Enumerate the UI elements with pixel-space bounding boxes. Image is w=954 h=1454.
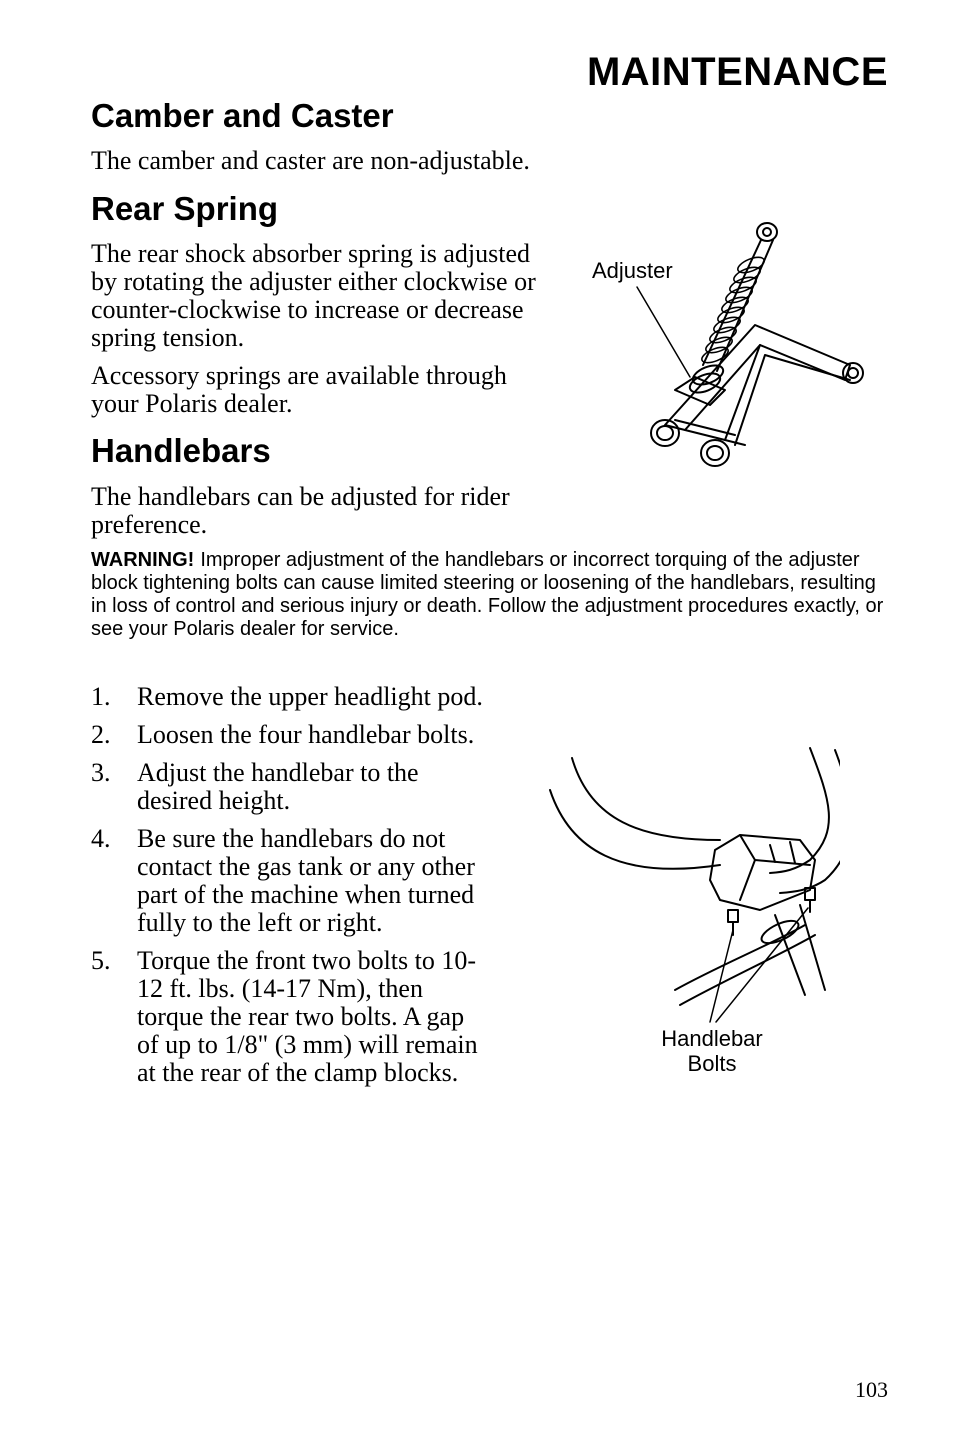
step-number: 5. [91,946,111,975]
handlebar-steps-list [91,683,491,1097]
rear-spring-paragraph-2: Accessory springs are available through your Polaris dealer. [91,361,507,418]
callout-line-2: Bolts [687,1051,737,1076]
list-item [91,825,491,937]
camber-caster-text: The camber and caster are non-adjustable. [91,146,530,175]
step-number: 3. [91,758,111,787]
rear-spring-heading: Rear Spring [91,190,279,227]
step-text: Remove the upper headlight pod. [137,682,483,711]
rear-spring-illustration [585,205,885,475]
page-number: 103 [855,1377,888,1402]
list-item [91,683,491,711]
list-item [91,947,491,1087]
handlebar-bolts-callout [640,1026,784,1076]
adjuster-callout: Adjuster [592,258,673,283]
step-text: Loosen the four handlebar bolts. [137,720,475,749]
list-item [91,721,491,749]
warning-notice [91,549,891,641]
camber-caster-heading: Camber and Caster [91,97,394,134]
warning-label: WARNING! [91,549,195,571]
step-number: 4. [91,824,111,853]
step-text: Adjust the handlebar to the desired height. [137,758,419,815]
list-item [91,759,491,815]
step-text: Be sure the handlebars do not contact the gas tank or any other part of the machine when turned fully to the left or right. [137,824,475,937]
callout-line-1: Handlebar [661,1026,763,1051]
step-number: 1. [91,682,111,711]
step-text: Torque the front two bolts to 10-12 ft. lbs. (14-17 Nm), then torque the rear two bolts. A gap of up to 1/8" (3 mm) will remain at the rear of the clamp blocks. [137,946,478,1087]
step-number: 2. [91,720,111,749]
warning-text: Improper adjustment of the handlebars or incorrect torquing of the adjuster block tightening bolts can cause limited steering or loosening of the handlebars, resulting in loss of control and serious injury or death. Follow the adjustment procedures exactly, or see your Polaris dealer for service. [91,549,884,640]
handlebars-paragraph: The handlebars can be adjusted for rider preference. [91,482,510,539]
rear-spring-paragraph-1: The rear shock absorber spring is adjusted by rotating the adjuster either clockwise or counter-clockwise to increase or decrease spring tension. [91,239,536,352]
section-title: MAINTENANCE [586,50,888,94]
handlebars-heading: Handlebars [91,432,271,469]
